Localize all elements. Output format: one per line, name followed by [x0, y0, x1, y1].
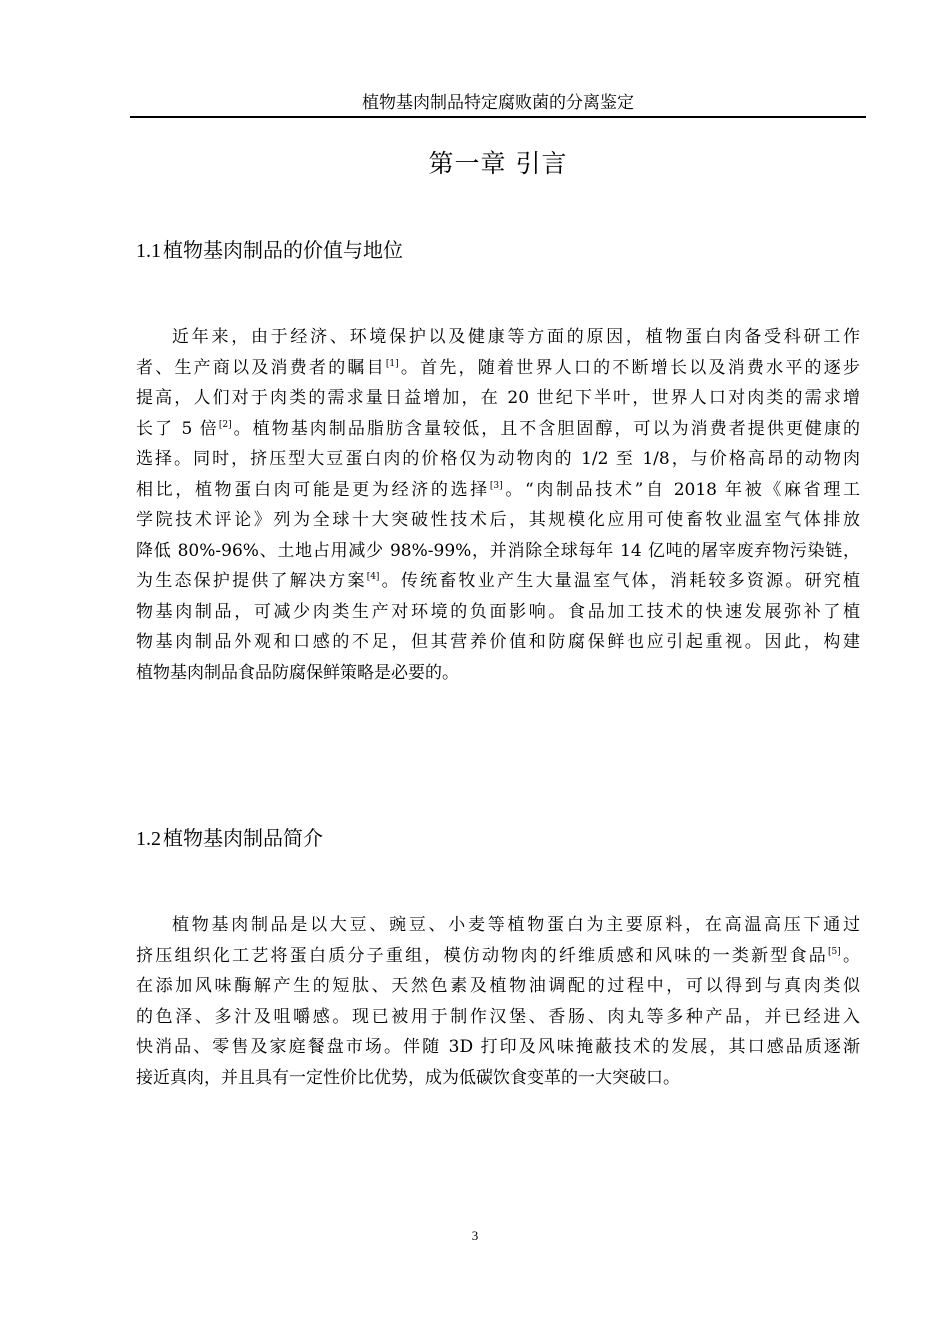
text-run: 者、生产商以及消费者的瞩目	[136, 357, 386, 378]
text-run: 近年来，由于经济、环境保护以及健康等方面的原因，植物蛋白肉备受科研工作	[172, 327, 860, 347]
citation-ref: [2]	[218, 419, 232, 430]
section-number: 1.2	[136, 828, 161, 850]
text-run: 植物基肉制品食品防腐保鲜策略是必要的。	[136, 662, 459, 683]
paragraph-line	[136, 597, 860, 628]
chapter-title: 第一章 引言	[428, 149, 568, 178]
text-run: 植物基肉制品是以大豆、豌豆、小麦等植物蛋白为主要原料，在高温高压下通过	[172, 915, 860, 935]
section-title: 植物基肉制品简介	[163, 826, 323, 850]
paragraph-line	[136, 971, 860, 1002]
text-run: 物基肉制品外观和口感的不足，但其营养价值和防腐保鲜也应引起重视。因此，构建	[136, 632, 860, 652]
paragraph-line	[136, 658, 860, 689]
paragraph-line	[136, 627, 860, 658]
text-run: 提高，人们对于肉类的需求量日益增加，在 20 世纪下半叶，世界人口对肉类的需求增	[136, 388, 860, 408]
text-run: 快消品、零售及家庭餐盘市场。伴随 3D 打印及风味掩蔽技术的发展，其口感品质逐渐	[136, 1037, 860, 1057]
paragraph-line	[136, 475, 860, 506]
paragraph-line	[136, 910, 860, 941]
section-heading-1-2	[136, 824, 323, 853]
text-run: 。植物基肉制品脂肪含量较低，且不含胆固醇，可以为消费者提供更健康的	[231, 418, 861, 439]
text-run: 在添加风味酶解产生的短肽、天然色素及植物油调配的过程中，可以得到与真肉类似	[136, 976, 860, 996]
citation-ref: [4]	[366, 572, 380, 582]
paragraph-line	[136, 566, 860, 597]
text-run: 选择。同时，挤压型大豆蛋白肉的价格仅为动物肉的 1/2 至 1/8，与价格高昂的动物肉	[136, 449, 860, 469]
text-run: 。	[840, 945, 861, 966]
text-run: 挤压组织化工艺将蛋白质分子重组，模仿动物肉的纤维质感和风味的一类新型食品	[136, 945, 829, 966]
section-1-2-paragraph	[136, 910, 860, 1093]
text-run: 。传统畜牧业产生大量温室气体，消耗较多资源。研究植	[379, 571, 861, 591]
paragraph-line	[136, 414, 860, 445]
section-number: 1.1	[136, 240, 161, 262]
citation-ref: [3]	[489, 480, 503, 491]
paragraph-line	[136, 941, 860, 972]
citation-ref: [1]	[385, 358, 399, 369]
header-rule	[130, 116, 866, 118]
text-run: 接近真肉，并且具有一定性价比优势，成为低碳饮食变革的一大突破口。	[136, 1067, 680, 1088]
paragraph-line	[136, 444, 860, 475]
text-run: 长了 5 倍	[136, 418, 219, 439]
text-run: 物基肉制品，可减少肉类生产对环境的负面影响。食品加工技术的快速发展弥补了植	[136, 601, 860, 622]
paragraph-line	[136, 383, 860, 414]
paragraph-line	[136, 353, 860, 384]
page-number: 3	[471, 1228, 479, 1243]
paragraph-line	[136, 1063, 860, 1094]
text-run: 。首先，随着世界人口的不断增长以及消费水平的逐步	[398, 357, 861, 378]
text-run: 为生态保护提供了解决方案	[136, 571, 367, 591]
section-title: 植物基肉制品的价值与地位	[163, 238, 403, 262]
paragraph-line	[136, 1032, 860, 1063]
text-run: 学院技术评论》列为全球十大突破性技术后，其规模化应用可使畜牧业温室气体排放	[136, 510, 860, 530]
paragraph-line	[136, 322, 860, 353]
citation-ref: [5]	[828, 946, 841, 957]
text-run: 。“肉制品技术”自 2018 年被《麻省理工	[502, 479, 861, 500]
paragraph-line	[136, 536, 860, 567]
section-heading-1-1	[136, 236, 403, 265]
paragraph-line	[136, 505, 860, 536]
text-run: 降低 80%-96%、土地占用减少 98%-99%，并消除全球每年 14 亿吨的屠宰废弃物污染链，	[136, 540, 860, 561]
text-run: 相比，植物蛋白肉可能是更为经济的选择	[136, 479, 490, 500]
text-run: 的色泽、多汁及咀嚼感。现已被用于制作汉堡、香肠、肉丸等多种产品，并已经进入	[136, 1006, 860, 1027]
paragraph-line	[136, 1002, 860, 1033]
section-1-1-paragraph	[136, 322, 860, 688]
running-header: 植物基肉制品特定腐败菌的分离鉴定	[362, 93, 634, 113]
